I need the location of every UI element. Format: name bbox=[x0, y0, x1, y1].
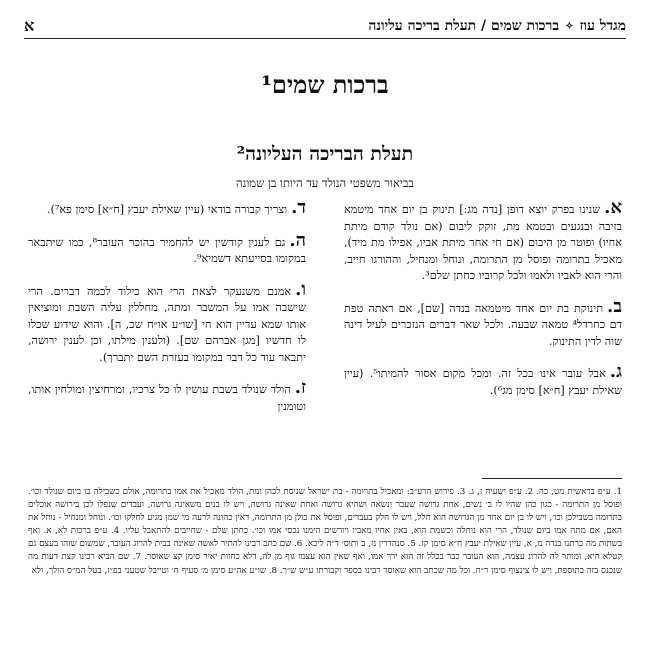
footnotes bbox=[28, 486, 622, 578]
book-title: מגדל עוז bbox=[579, 17, 626, 34]
paragraph-marker: ב. bbox=[607, 295, 622, 317]
paragraph-marker: ו. bbox=[295, 278, 306, 300]
paragraph bbox=[28, 229, 306, 268]
chapter-title: תעלת הבריכה העליונה² bbox=[236, 143, 414, 165]
diamond-icon: ✧ bbox=[565, 20, 574, 32]
paragraph bbox=[28, 278, 306, 367]
paragraph bbox=[344, 361, 623, 399]
paragraph-marker: ה. bbox=[289, 229, 306, 251]
paragraph bbox=[28, 377, 306, 415]
paragraph-marker: ז. bbox=[294, 377, 306, 398]
header-title-group bbox=[368, 18, 626, 35]
paragraph-marker: ד. bbox=[291, 197, 306, 218]
right-column bbox=[344, 197, 623, 413]
paragraph-text: אמנם משנעקר לצאת הרי הוא כילוד לכמה דברים. הרי שישבה אמו על המשבר ומתה, מחללין עליה השבת ומוציאין אותו שמא עדיין הוא חי [שו״ע או״ח שכ, ה]. והוא שידוע שכלו לו חדשיו [מגן אברהם שם]. (ולענין מילתו, וכן לענין ירושה, יתבאר עוד כל דבר במקומו בעזרת השם יתברך). bbox=[28, 284, 306, 364]
section-title: ברכות שמים¹ bbox=[261, 70, 389, 99]
paragraph bbox=[344, 295, 622, 351]
paragraph-text: גם לענין קודשין יש להחמיר בהוכר העובר⁸, כמו שיתבאר במקומו בסייעתא דשמיא⁹. bbox=[28, 235, 306, 265]
paragraph-marker: א. bbox=[604, 197, 622, 218]
paragraph-text: תינוקת בת יום אחד מיטמאה בנדה [שם], אם ראתה טפת דם כחרדל⁴ טמאה שבעה. ולכל שאר דברים הנזכרים לעיל דינה שוה לדין התינוק. bbox=[344, 301, 622, 348]
paragraph-text: הולד שנולד בשבת עושין לו כל צרכיו, ומרחיצין ומולחין אותו, וטומנין bbox=[28, 383, 306, 413]
paragraph-marker: ג. bbox=[609, 361, 623, 382]
footnote-divider bbox=[482, 478, 622, 479]
paragraph bbox=[28, 197, 306, 219]
left-column bbox=[28, 197, 306, 429]
paragraph bbox=[344, 197, 622, 285]
chapter-subtitle: בביאור משפטי הנולד עד היותו בן שמונה bbox=[236, 176, 414, 190]
running-header bbox=[24, 14, 626, 39]
footnote-text: 1. ע״פ בראשית מט, כה. 2. ע״פ ישעיה ז, ג. 3. פירוש הרע״ב: ומאכיל בתרומה - בת ישראל שניסת לכהן ומת, הולד מאכיל את אמו בתרומה, אולם כשבילה בו ביום שנולד וכו׳. ופוסל מן התרומה - כגון כהן שהיו לו ב׳ נשים, אחת גרושה שעבר ונשאה ושהיא גרושה ואחת שאינה גרושה, ויש לו בנים משאינה גרושה, ועבדים שנפלו לכן בירושה אוכלים בתרומה בשבילכן וכו׳, ויש לו בן יום אחד מן הגרושה הוא חלל, ויש לו חלק בעבדים, ופוסל את כולן מן התרומה, דאין כהונה לרעה מי שמן מגיע לחלקו וכו׳. ונוחל ומנחיל - נוחל את האם, אם מתה אמו ביום שנולד, הרי הוא נוחלה וכשמת הוא, באין אחיו מאביו ויורשים הימנו נכסי אמו וכו׳. כחתן שלם - שחייבים להתאבל עליו. 4. ע״פ ברכות לא, א. ואף בשתות מה כרתנו בנדה מ, א, עיין שאילת יעבץ ח״א סימן קז. 5. סנהדרין נז, ב ותוס׳ ד״ה ליכא. 6. שם כתב רבינו להתיר לאשה שאינה בבית להרוג העובר, שמשום שזהו בעצם גם קטלא היא, ומותר לה להרוג עצמה, הוא העובר כבר בכלל זה הוא ירך אמו, ואף שאין הוא עצמו גוף מן לה, דלא כחוות יאיר סימן קצ שאוסר. 7. שם הביא רבינו קצת דעות מה שנכנס בזה בתוספת, ויש לו צינצוף סימן ר״ח. וכל מה שכתב הוא שאוסר רבינו בספר וקבורתו ע״ש ש״ך. 8. שו״ע אה״ע סימן מ׳ סעיף ח׳ וטייבל שטעני בפ״ז, בטל המ״ס הולך, ולא bbox=[28, 487, 623, 576]
page-number: א bbox=[24, 16, 35, 35]
paragraph-text: שנינו בפרק יוצא דופן [נדה מג:] תינוק בן יום אחד מיטמא בזיבה ובנגעים ובטמא מת, זוקק ליבום (אם נולד קודם מיתת אחיו) ופוטר מן היבום (אם חי אחר מיתת אביו, אפילו מת מיד), מאכיל בתרומה ופוסל מן התרומה, ונוחל ומנחיל, וההורגו חייב, והרי הוא לאביו ולאמו ולכל קרוביו כחתן שלם³. bbox=[344, 203, 622, 282]
paragraph-text: וצריך קבורה בודאי (עיין שאילת יעבץ [ח״א] סימן פא⁷). bbox=[46, 203, 288, 216]
section-breadcrumb: ברכות שמים / תעלת בריכה עליונה bbox=[368, 17, 560, 34]
paragraph-text: אבל עובר אינו בכל זה. ומכל מקום אסור להמיתו⁵. (עיין שאילת יעבץ [ח״א] סימן מג⁶). bbox=[344, 367, 622, 397]
